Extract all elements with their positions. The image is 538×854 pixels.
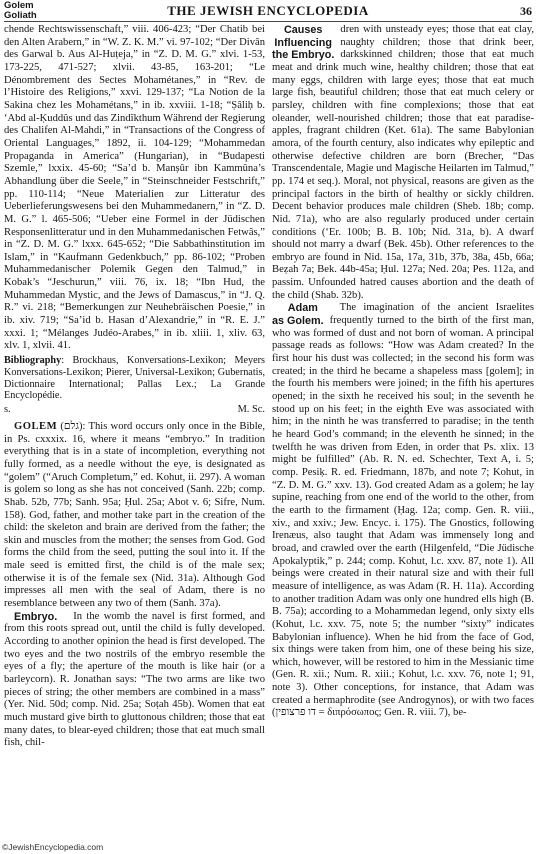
adam-paragraph bbox=[272, 302, 534, 720]
side-adam-line-1: Adam bbox=[287, 302, 318, 315]
adam-text: The imagination of the ancient Israelites frequently turned to the birth of the first man, who was formed of dust and not born of woman. A principal passage reads as follows: “How was Adam created? In the first hour his dust was collected; in the second his form was created; in the third he became a shapeless mass [golem]; in the fourth his members were joined; in the fifth his apertures opened; in the sixth he received his soul; in the seventh he stood up on his feet; in the eighth Eve was associated with him; in the ninth he was transferred to paradise; in the tenth he heard God’s command; in the eleventh he sinned; in the twelfth he was driven from Eden, in order that Ps. xlix. 13 might be fulfilled” (Ab. R. N. ed. Schechter, Text A, i. 5; comp. Pesiḳ. R. ed. Friedmann, 187b, and note 7; Kohut, in “Z. D. M. G.” xxv. 13). God created Adam as a golem; he lay supine, reaching from one end of the world to the other, from the earth to the firmament (Ḥag. 12a; comp. Gen. R. viii., xiv., and xxiv.; Jew. Encyc. i. 175). The Gnostics, following Irenæus, also taught that Adam was immensely long and broad, and crawled over the earth (Hilgenfeld, “Die Jüdische Apokalyptik,” p. 244; comp. Kohut, l.c. xxv. 87, note 1). All beings were created in their natural size and with their full measure of intelligence, as was Adam (R. H. 11a). According to another tradition Adam was only one hundred ells high (B. B. 75a); according to a Mohammedan legend, only sixty ells (Kohut, l.c. xxv. 75, note 5; the number “sixty” indicates Babylonian influence). When he hid from the face of God, six things were taken from him, one of these being his size, which, however, will be restored to him in the Messianic time (Gen. R. xii.; Num. R. xiii.; Kohut, l.c. xxv. 76, note 1; 91, note 3). Other conceptions, for instance, that Adam was created a hermaphrodite (see Androgynos), or with two faces (דו פרצופין = διπρόσωπος; Gen. R. viii. 7), be- bbox=[272, 302, 535, 719]
embryo-paragraph bbox=[4, 611, 265, 750]
side-heading-causes bbox=[272, 24, 334, 62]
side-causes-line-2: Influencing bbox=[274, 36, 332, 49]
left-column bbox=[4, 24, 265, 750]
references-paragraph: chende Rechtswissenschaft,” viii. 406-423; “Der Chatib bei den Alten Arabern,” in “W. Z. K. M.” vi. 97-102; “Der Divân des Garwal b. Aus Al-Huṭeja,” in “Z. D. M. G.” xlvi. 1-53, 173-225, 471-527; xlvii. 43-85, 163-201; “Le Dénombrement des Sectes Mohamétanes,” in “Rev. de l’Histoire des Religions,” xxvi. 129-137; “La Notion de la Sakina chez les Mohamétans,” in ib. xxviii. 1-18; “Ṣâliḥ b. ‘Abd al-Ḳuddûs und das Zindîkthum Während der Regierung des Chalifen Al-Mahdi,” in “Transactions of the Congress of Oriental Languages,” 1892, ii. 104-129; “Mohammedan Propaganda in America” (Hungarian), in “Budapesti Szemle,” lxxix. 45-60; “Sa’d b. Manṣûr ibn Kammûna’s Abhandlung über die Seele,” in “Steinschneider Festschrift,” pp. 110-114; “Neue Materialien zur Litteratur des Ueberlieferungswesens bei den Muhammedanern,” in “Z. D. M. G.” l. 465-506; “Ueber eine Formel in der Jüdischen Responsenlitteratur und in den Muhammedanischen Fetwâs,” in “Z. D. M. G.” lxxx. 645-652; “Die Sabbathinstitution im Islam,” in “Kaufmann Gedenkbuch,” pp. 86-102; “Proben Muhammedanischer Polemik Gegen den Talmud,” in Kobak’s “Jeschurun,” viii. 76, ix. 18; “Ibn Hud, the Muhammedan Mystic, and the Jews of Damascus,” in “J. Q. R.” vi. 218; “Bemerkungen zur Neuhebräischen Poesie,” in ib. xiv. 719; “Sa’id b. Hasan d’Alexandrie,” in “R. E. J.” xxxi. 1; “Mélanges Judéo-Arabes,” in ib. xliii. 1, xliv. 63, xlv. 1, xlvii. 41. bbox=[4, 24, 265, 352]
headword-bottom: Goliath bbox=[4, 9, 37, 21]
right-column bbox=[272, 24, 534, 720]
side-adam-line-2: as Golem. bbox=[272, 315, 324, 328]
bibliography bbox=[4, 355, 265, 402]
side-heading-adam bbox=[272, 302, 324, 327]
side-causes-line-3: the Embryo. bbox=[272, 49, 335, 62]
golem-heading: GOLEM bbox=[14, 420, 58, 432]
running-head bbox=[4, 1, 532, 22]
side-heading-embryo: Embryo. bbox=[14, 610, 58, 623]
page-number: 36 bbox=[520, 4, 532, 18]
embryo-text: In the womb the navel is first formed, and from this roots spread out, until the child is fully developed. According to another opinion the head is first developed. The two eyes and the two nostrils of the embryo resemble the eyes of a fly; the aperture of the mouth is like hair (or a barleycorn). R. Jonathan says: “The two arms are like two pieces of string; the other members are combined in a mass” (Yer. Nid. 50d; comp. Nid. 25a; Soṭah 45b). Women that eat much mustard give birth to gluttonous children; those that eat many dates, to blear-eyed children; those that eat much small fish, chil- bbox=[4, 610, 265, 749]
page-title: THE JEWISH ENCYCLOPEDIA bbox=[167, 3, 369, 18]
bibliography-label: Bibliography bbox=[4, 355, 62, 367]
signature-line bbox=[4, 404, 265, 417]
golem-text: : This word occurs only once in the Bible, in Ps. cxxxix. 16, where it means “embryo.” In tradition everything that is in a state of incompletion, everything not fully formed, as a needle without the eye, is designated as “golem” (“Aruch Completum,” ed. Kohut, ii. 297). A woman is golem so long as she has not conceived (Sanh. 22b; comp. Shab. 52b, 77b; Sanh. 95a; Ḥul. 25a; Abot v. 6; Sifre, Num. 158). God, father, and mother take part in the creation of the child: the skeleton and brain are derived from the father; the skin and muscles from the mother; the senses from God. God forms the child from the seed, putting the soul into it. If the male seed is emitted first, the child is of the male sex; otherwise it is of the female sex (Nid. 31a). Although God impresses all men with the seal of Adam, there is no resemblance between any two of them (Sanh. 37a). bbox=[4, 420, 265, 610]
headword-top: Golem bbox=[4, 0, 34, 11]
bibliography-text: : Brockhaus, Konversations-Lexikon; Meyers Konversations-Lexikon; Pierer, Universal-Lexikon; Gubernatis, Dictionnaire International; Pallas Lex.; La Grande Encyclopédie. bbox=[4, 355, 265, 402]
copyright-footer: ©JewishEncyclopedia.com bbox=[2, 842, 104, 852]
causes-text: dren with unsteady eyes; those that eat clay, naughty children; those that drink beer, darkskinned children; those that eat much meat and drink much wine, healthy children; those that eat many eggs, children with large eyes; those that eat much large fish, beautiful children; those that eat much celery or parsley, children with fine complexions; those that eat oleander, well-nourished children; those that eat paradise-apples, fragrant children (Ket. 61a). The same Babylonian amora, of the fourth century, also indicates why epileptic and otherwise defective children are born (Brecher, “Das Transcendentale, Magie und Magische Heilarten im Talmud,” pp. 174 et seq.). Moral, not physical, reasons are given as the principal factors in the birth of healthy or sickly children. Decent behavior produces male children (Sheb. 18b; comp. Nid. 71a), who are also regularly produced under certain conditions (‘Er. 100b; B. B. 10b; Nid. 31a, b). A dwarf should not marry a dwarf (Bek. 45b). Other references to the embryo are found in Nid. 15a, 17a, 31b, 37b, 38a, 45b, 66a; Beẓah 7a; Bek. 44b-45a; Ḥul. 127a; Ned. 20a; Pes. 112a, and passim. Unfounded hatred causes abortion and the death of the child (Shab. 32b). bbox=[272, 24, 534, 301]
side-causes-line-1: Causes bbox=[283, 24, 323, 36]
golem-article bbox=[4, 421, 265, 611]
signature-right: M. Sc. bbox=[237, 404, 265, 416]
causes-paragraph bbox=[272, 24, 534, 302]
golem-hebrew: (גלם) bbox=[60, 420, 83, 432]
signature-left: s. bbox=[4, 404, 11, 416]
